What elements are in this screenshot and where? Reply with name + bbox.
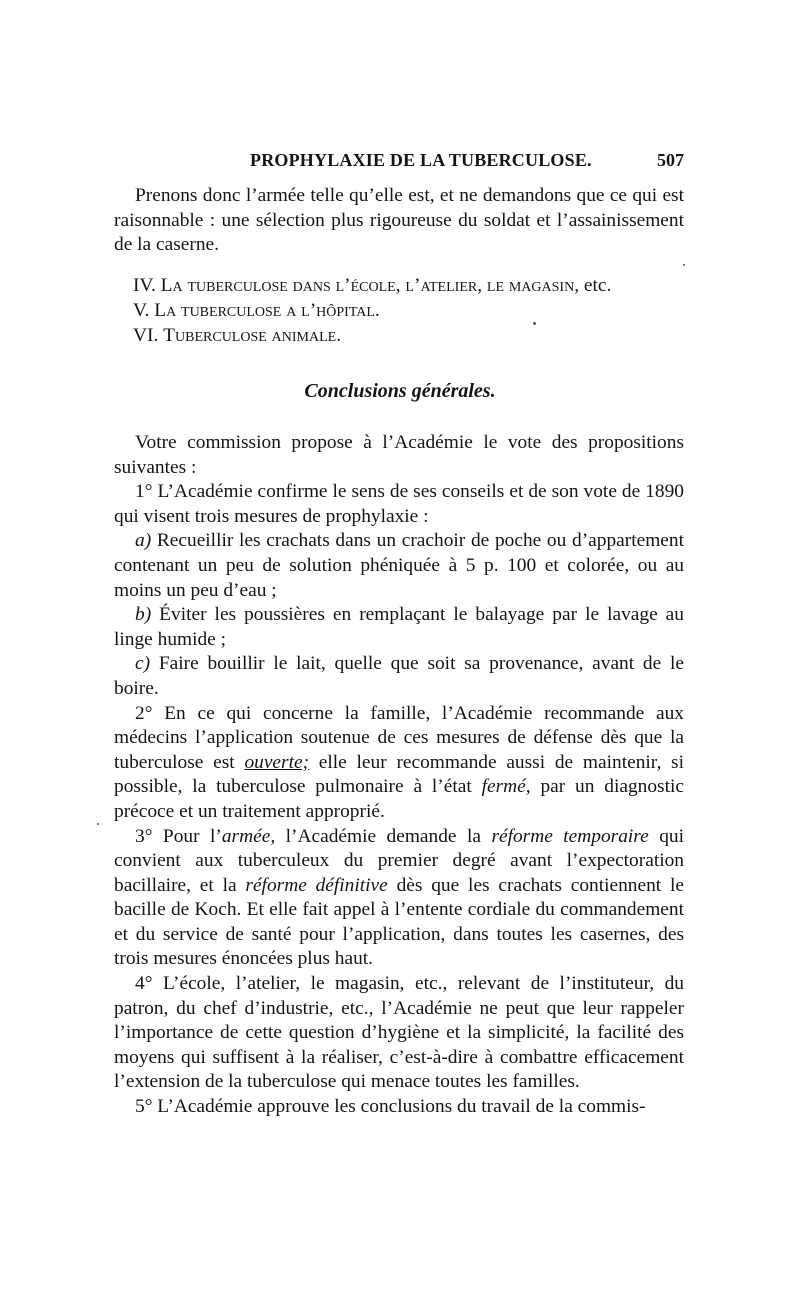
emphasis-armee: armée,	[221, 825, 276, 847]
item-a-text: Recueillir les crachats dans un crachoir de poche ou d’appartement contenant un peu de solution phéniquée à 5 p. 100 et colorée, ou au moins un peu d’eau ;	[114, 530, 684, 601]
conclusions-heading: Conclusions générales.	[304, 380, 496, 402]
section-numeral: VI.	[133, 325, 159, 346]
proposition-1: 1° L’Académie confirme le sens de ses conseils et de son vote de 1890 qui visent trois mesures de prophylaxie :	[114, 481, 684, 527]
section-vi	[133, 324, 341, 348]
text-run: dès que les crachats contiennent le bacille de Koch. Et elle fait appel à l’entente cordiale du commandement et du service de santé pour l’application, dans toutes les casernes, des trois mesures énoncées plus haut.	[114, 874, 684, 970]
running-title: PROPHYLAXIE DE LA TUBERCULOSE.	[250, 150, 592, 170]
emphasis-reforme-temporaire: réforme temporaire	[491, 825, 649, 847]
item-a	[114, 529, 684, 603]
proposition-3	[114, 825, 684, 973]
proposition-4: 4° L’école, l’atelier, le magasin, etc., relevant de l’instituteur, du patron, du chef d’industrie, etc., l’Académie ne peut que leur rappeler l’importance de cette question d’hygiène et la simplicité, la facilité des moyens qui suffisent à la réaliser, c’est-à-dire à combattre efficacement l’extension de la tuberculose qui menace toutes les familles.	[114, 973, 684, 1093]
section-title: La tuberculose dans l’école, l’atelier, le magasin,	[160, 275, 580, 296]
text-run: par un diagnostic précoce et un traitement approprié.	[114, 776, 684, 822]
emphasis-ouverte: ouverte;	[244, 751, 310, 773]
text-run: 3° Pour l’	[135, 825, 222, 847]
emphasis-reforme-definitive: réforme définitive	[245, 874, 388, 896]
print-speck	[533, 322, 536, 325]
section-title: La tuberculose a l’hôpital.	[154, 300, 380, 321]
proposition-2	[114, 702, 684, 825]
section-iv	[133, 274, 611, 298]
intro-text: Prenons donc l’armée telle qu’elle est, et ne demandons que ce qui est raisonnable : une sélection plus rigoureuse du soldat et l’assainissement de la caserne.	[114, 185, 684, 256]
section-v	[133, 299, 380, 323]
proposition-5: 5° L’Académie approuve les conclusions du travail de la commis-	[135, 1096, 646, 1118]
text-run: qui convient aux tuberculeux du premier degré avant l’expectoration bacillaire, et la	[114, 825, 684, 896]
main-body	[114, 431, 684, 1120]
emphasis-ferme: fermé,	[481, 776, 531, 798]
item-b-text: Éviter les poussières en remplaçant le balayage par le lavage au linge humide ;	[114, 604, 684, 650]
item-c-text: Faire bouillir le lait, quelle que soit sa provenance, avant de le boire.	[114, 653, 684, 699]
print-speck	[97, 823, 99, 825]
lead-paragraph: Votre commission propose à l’Académie le vote des propositions suivantes :	[114, 432, 684, 478]
item-c-marker: c)	[135, 653, 151, 675]
item-b-marker: b)	[135, 604, 152, 626]
section-title: Tuberculose animale.	[163, 325, 342, 346]
section-suffix: etc.	[583, 275, 612, 296]
running-header	[114, 150, 684, 176]
section-numeral: V.	[133, 300, 150, 321]
item-c	[114, 652, 684, 701]
text-run: elle leur recommande aussi de maintenir, si possible, la tuberculose pulmonaire à l’état	[114, 751, 684, 798]
item-b	[114, 603, 684, 652]
intro-paragraph	[114, 184, 684, 258]
text-run: l’Académie demande la	[275, 825, 492, 847]
text-run: 2° En ce qui concerne la famille, l’Académie recommande aux médecins l’application soutenue de ces mesures de défense dès que la tuberculose est	[114, 702, 684, 773]
item-a-marker: a)	[135, 530, 152, 552]
page-number: 507	[657, 150, 684, 170]
print-speck	[683, 264, 685, 266]
section-numeral: IV.	[133, 275, 156, 296]
